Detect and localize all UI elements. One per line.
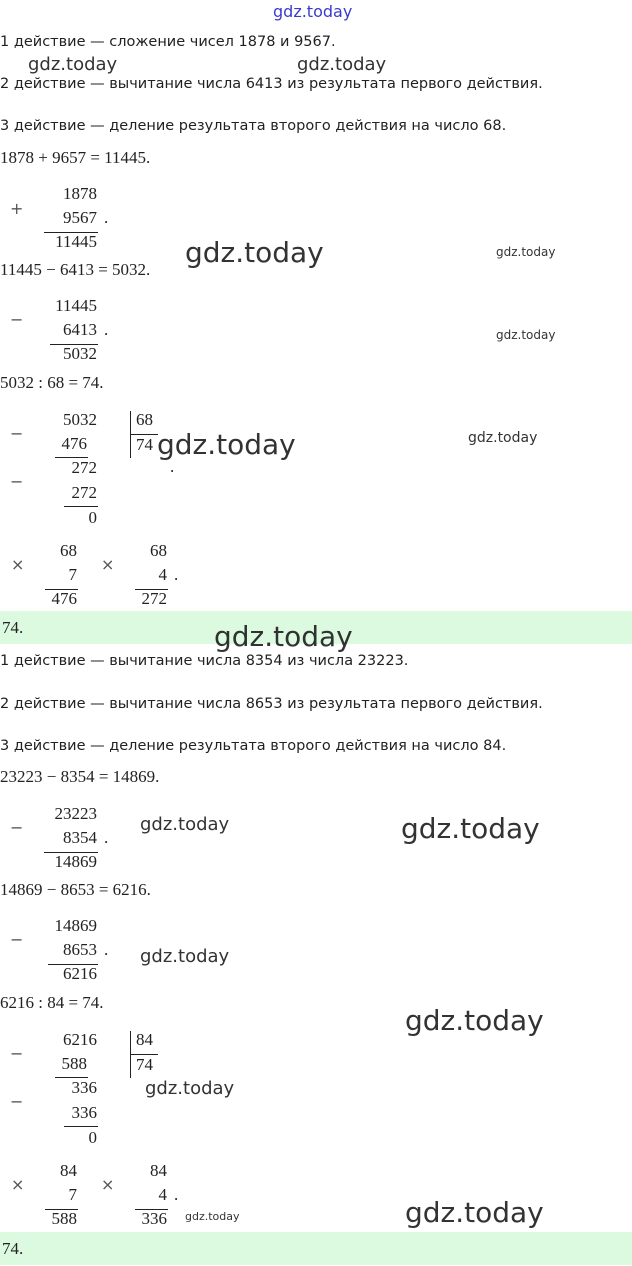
p2-step3: 3 действие — деление результата второго действия на число 84.: [0, 738, 507, 754]
p2-eq1: 23223 − 8354 = 14869.: [0, 767, 160, 786]
minus-sign: −: [10, 472, 24, 491]
difference: 14869: [54, 852, 97, 871]
factor-2: 7: [68, 1185, 77, 1204]
dot: .: [104, 940, 109, 959]
remainder-2: 0: [88, 508, 97, 527]
difference: 6216: [63, 964, 97, 983]
product: 336: [141, 1209, 167, 1228]
partial-subtrahend-2: 272: [71, 483, 97, 502]
watermark: gdz.today: [140, 946, 230, 967]
watermark: gdz.today: [157, 428, 296, 461]
p2-step1: 1 действие — вычитание числа 8354 из числа 23223.: [0, 653, 409, 669]
watermark: gdz.today: [297, 54, 387, 75]
minus-sign: −: [10, 818, 24, 837]
times-sign: ×: [101, 555, 115, 574]
subtrahend: 8653: [63, 940, 97, 959]
watermark: gdz.today: [28, 54, 118, 75]
sum: 11445: [55, 232, 97, 251]
p1-eq1: 1878 + 9657 = 11445.: [0, 148, 151, 167]
p1-step3: 3 действие — деление результата второго действия на число 68.: [0, 118, 507, 134]
product: 588: [51, 1209, 77, 1228]
dot: .: [170, 457, 175, 476]
factor-2: 4: [158, 565, 167, 584]
p2-eq3: 6216 : 84 = 74.: [0, 993, 104, 1012]
watermark: gdz.today: [185, 236, 324, 269]
factor-2: 4: [158, 1185, 167, 1204]
times-sign: ×: [101, 1175, 115, 1194]
product: 272: [141, 589, 167, 608]
watermark: gdz.today: [496, 328, 556, 342]
plus-sign: +: [10, 199, 24, 218]
p1-answer: 74.: [2, 618, 24, 637]
partial-subtrahend-2: 336: [71, 1103, 97, 1122]
product: 476: [51, 589, 77, 608]
factor-1: 68: [150, 541, 167, 560]
watermark: gdz.today: [401, 812, 540, 845]
p2-step2: 2 действие — вычитание числа 8653 из результата первого действия.: [0, 696, 543, 712]
watermark: gdz.today: [185, 1210, 240, 1223]
watermark: gdz.today: [496, 245, 556, 259]
factor-1: 84: [60, 1161, 77, 1180]
minuend: 11445: [55, 296, 97, 315]
divisor: 84: [136, 1030, 153, 1049]
remainder-1: 336: [71, 1078, 97, 1097]
times-sign: ×: [11, 555, 25, 574]
remainder-1: 272: [71, 458, 97, 477]
p1-step1: 1 действие — сложение чисел 1878 и 9567.: [0, 34, 336, 50]
p2-answer-bar: [0, 1232, 632, 1265]
watermark: gdz.today: [214, 620, 353, 653]
watermark: gdz.today: [145, 1078, 235, 1099]
p2-answer: 74.: [2, 1239, 24, 1258]
addend-2: 9567: [63, 208, 97, 227]
p1-eq3: 5032 : 68 = 74.: [0, 373, 104, 392]
dot: .: [174, 565, 179, 584]
subtrahend: 8354: [63, 828, 97, 847]
dot: .: [104, 208, 109, 227]
minus-sign: −: [10, 424, 24, 443]
subtrahend: 6413: [63, 320, 97, 339]
minuend: 14869: [54, 916, 97, 935]
minuend: 23223: [54, 804, 97, 823]
factor-1: 84: [150, 1161, 167, 1180]
partial-subtrahend-1: 476: [61, 434, 87, 453]
watermark: gdz.today: [140, 814, 230, 835]
minus-sign: −: [10, 1044, 24, 1063]
dot: .: [174, 1185, 179, 1204]
addend-1: 1878: [63, 184, 97, 203]
partial-subtrahend-1: 588: [61, 1054, 87, 1073]
watermark: gdz.today: [405, 1196, 544, 1229]
minus-sign: −: [10, 930, 24, 949]
times-sign: ×: [11, 1175, 25, 1194]
dividend: 5032: [63, 410, 97, 429]
divisor: 68: [136, 410, 153, 429]
watermark: gdz.today: [468, 430, 538, 446]
factor-1: 68: [60, 541, 77, 560]
division-line-2: [64, 1126, 98, 1127]
p1-step2: 2 действие — вычитание числа 6413 из результата первого действия.: [0, 76, 543, 92]
division-line-2: [64, 506, 98, 507]
difference: 5032: [63, 344, 97, 363]
p2-eq2: 14869 − 8653 = 6216.: [0, 880, 151, 899]
dot: .: [104, 828, 109, 847]
p1-eq2: 11445 − 6413 = 5032.: [0, 260, 151, 279]
minus-sign: −: [10, 310, 24, 329]
header-watermark: gdz.today: [273, 2, 353, 21]
factor-2: 7: [68, 565, 77, 584]
minus-sign: −: [10, 1092, 24, 1111]
watermark: gdz.today: [405, 1004, 544, 1037]
quotient: 74: [136, 1055, 153, 1074]
remainder-2: 0: [88, 1128, 97, 1147]
dot: .: [104, 320, 109, 339]
quotient: 74: [136, 435, 153, 454]
dividend: 6216: [63, 1030, 97, 1049]
